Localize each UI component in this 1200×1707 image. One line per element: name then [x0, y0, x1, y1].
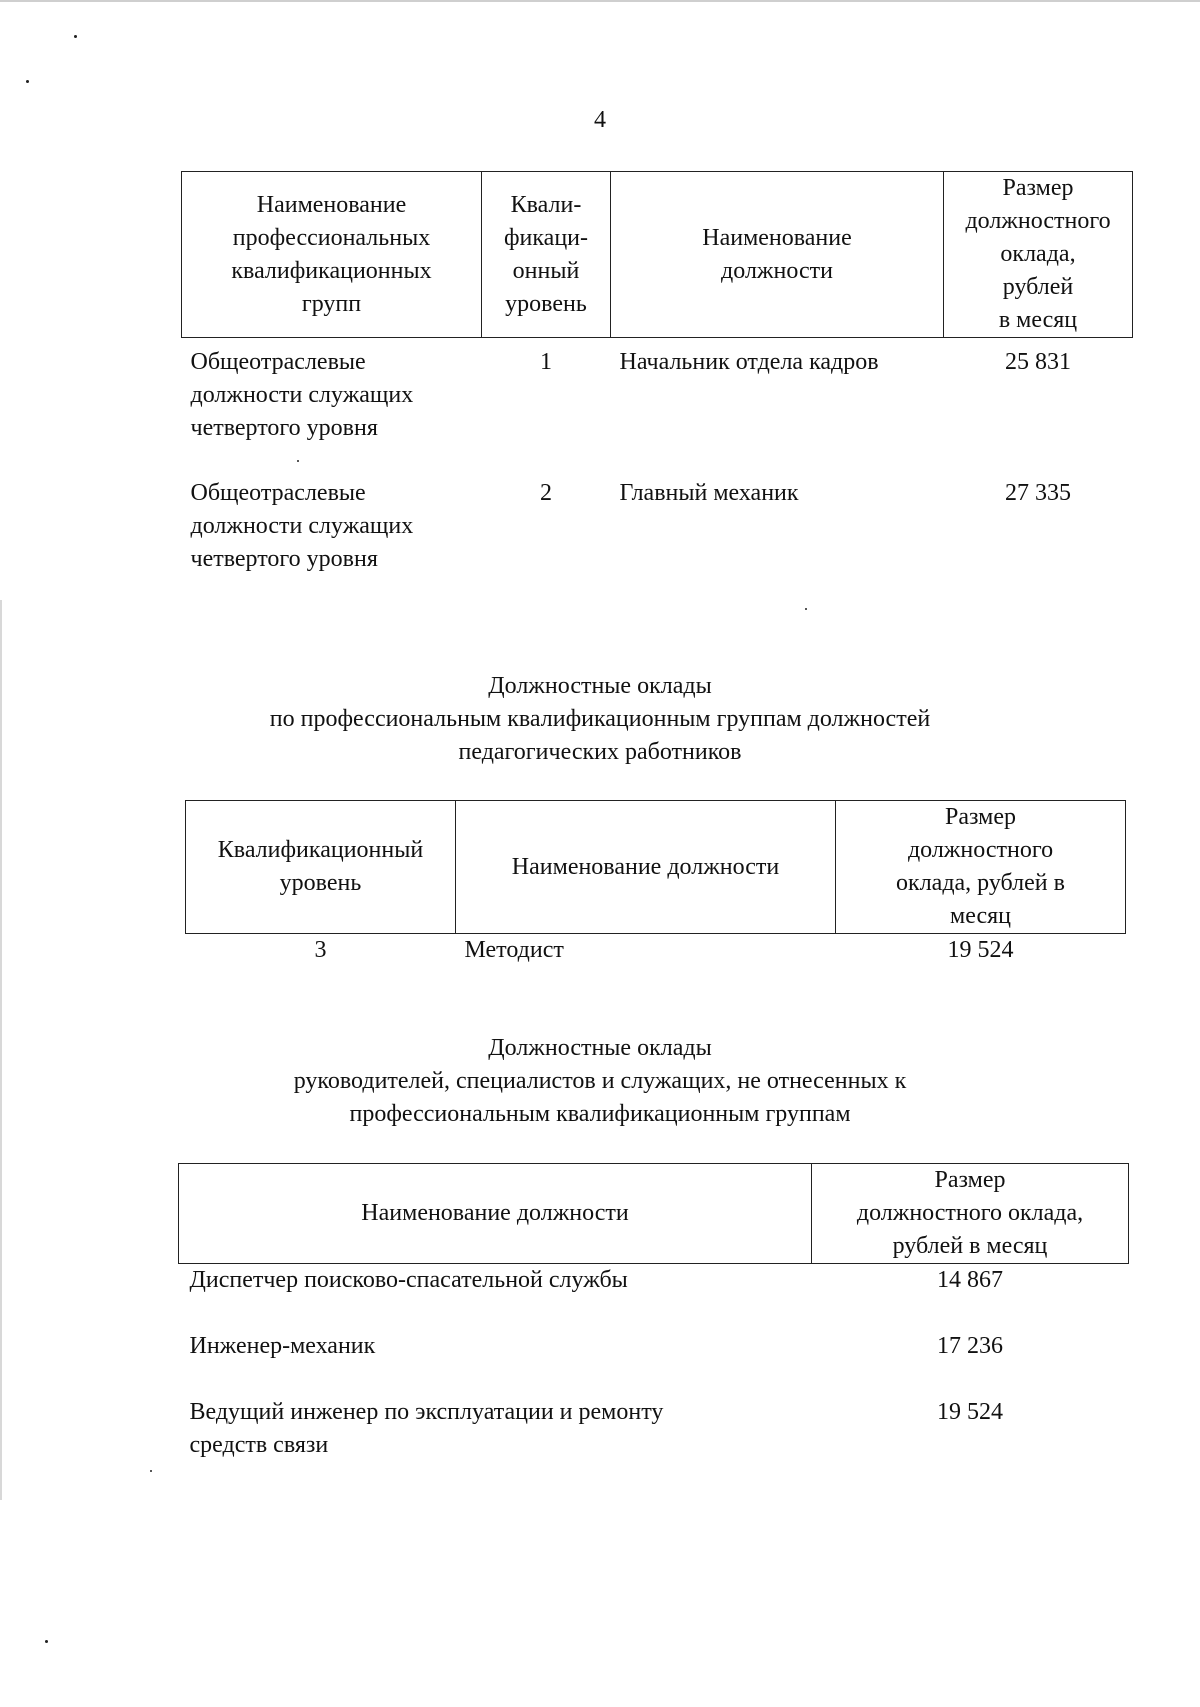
text-line: должности: [721, 257, 833, 284]
text-line: в месяц: [998, 307, 1078, 333]
level-cell: 3: [314, 937, 327, 963]
text-line: Квалификационный: [217, 837, 424, 863]
level-cell: 1: [540, 349, 552, 375]
text-line: онный: [512, 257, 580, 284]
text-line: четвертого уровня: [190, 415, 378, 441]
text-line: средств связи: [189, 1432, 329, 1458]
table-row: [182, 477, 1133, 576]
text-line: Наименование: [702, 224, 852, 251]
header-position-name: [611, 172, 944, 338]
position-cell: [179, 1396, 812, 1462]
header-position-name: [456, 801, 836, 934]
qualification-groups-table: [181, 171, 1133, 576]
text-line: Общеотраслевые: [190, 480, 366, 506]
text-line: должностного: [907, 837, 1054, 863]
header-group-name: [182, 172, 482, 338]
scan-speck: [150, 1470, 152, 1472]
text-line: Наименование должности: [511, 853, 780, 880]
text-line: Размер: [945, 804, 1016, 830]
scan-speck: [74, 35, 77, 38]
text-line: рублей: [1002, 274, 1074, 300]
text-line: Размер: [1002, 175, 1074, 201]
text-line: профессиональных: [232, 224, 431, 251]
text-line: уровень: [505, 290, 587, 317]
table-header-row: [182, 172, 1133, 338]
text-line: Квали-: [510, 191, 582, 218]
text-line: педагогических работников: [458, 739, 742, 765]
header-qualification-level: [482, 172, 611, 338]
text-line: рублей в месяц: [892, 1233, 1048, 1259]
text-line: четвертого уровня: [190, 546, 378, 572]
table-row: [182, 338, 1133, 478]
text-line: Общеотраслевые: [190, 349, 366, 375]
table-header-row: [179, 1164, 1129, 1264]
table-row: [179, 1264, 1129, 1331]
position-cell: Главный механик: [619, 480, 799, 506]
scan-speck: [45, 1640, 48, 1643]
text-line: должностного оклада,: [856, 1200, 1084, 1226]
table-row: [179, 1330, 1129, 1396]
text-line: Должностные оклады: [488, 673, 712, 699]
header-position-name: [179, 1164, 812, 1264]
table-header-row: [186, 801, 1126, 934]
text-line: фикаци-: [503, 224, 589, 251]
group-name-cell: [182, 477, 482, 576]
text-line: уровень: [279, 870, 362, 896]
scan-top-edge: [0, 0, 1200, 2]
salary-cell: 25 831: [1005, 349, 1071, 375]
text-line: должности служащих: [190, 382, 414, 408]
pedagogical-table: [185, 800, 1126, 967]
text-line: Диспетчер поисково-спасательной службы: [189, 1267, 628, 1293]
header-salary: [812, 1164, 1129, 1264]
text-line: руководителей, специалистов и служащих, не отнесенных к: [293, 1068, 907, 1094]
text-line: должности служащих: [190, 513, 414, 539]
text-line: квалификационных: [231, 257, 432, 284]
text-line: Наименование должности: [361, 1200, 629, 1226]
scan-speck: [805, 608, 807, 610]
scan-left-edge: [0, 600, 2, 1500]
text-line: профессиональным квалификационным группам: [349, 1101, 851, 1127]
unassigned-positions-table: [178, 1163, 1129, 1462]
table-row: [179, 1396, 1129, 1462]
page-number: 4: [594, 107, 606, 133]
text-line: Должностные оклады: [488, 1035, 712, 1061]
salary-cell: 17 236: [937, 1333, 1003, 1359]
text-line: Наименование: [256, 191, 407, 218]
position-cell: [179, 1264, 812, 1331]
text-line: Ведущий инженер по эксплуатации и ремонту: [189, 1399, 664, 1425]
text-line: Размер: [934, 1167, 1006, 1193]
section-heading-pedagogical: [200, 670, 1000, 769]
text-line: должностного: [965, 208, 1111, 234]
salary-cell: 19 524: [947, 937, 1014, 963]
text-line: Инженер-механик: [189, 1333, 376, 1359]
header-salary: [836, 801, 1126, 934]
position-cell: [179, 1330, 812, 1396]
header-salary: [944, 172, 1133, 338]
section-heading-unassigned: [200, 1032, 1000, 1131]
table-row: [186, 934, 1126, 968]
scan-speck: [26, 80, 29, 83]
position-cell: Методист: [464, 937, 564, 963]
group-name-cell: [182, 338, 482, 478]
level-cell: 2: [540, 480, 552, 506]
text-line: групп: [301, 290, 362, 317]
salary-cell: 14 867: [937, 1267, 1003, 1293]
salary-cell: 27 335: [1005, 480, 1071, 506]
text-line: по профессиональным квалификационным группам должностей: [269, 706, 931, 732]
salary-cell: 19 524: [937, 1399, 1003, 1425]
text-line: оклада,: [1000, 241, 1076, 267]
text-line: месяц: [950, 903, 1011, 929]
text-line: оклада, рублей в: [896, 870, 1065, 896]
position-cell: Начальник отдела кадров: [619, 349, 879, 375]
header-qualification-level: [186, 801, 456, 934]
